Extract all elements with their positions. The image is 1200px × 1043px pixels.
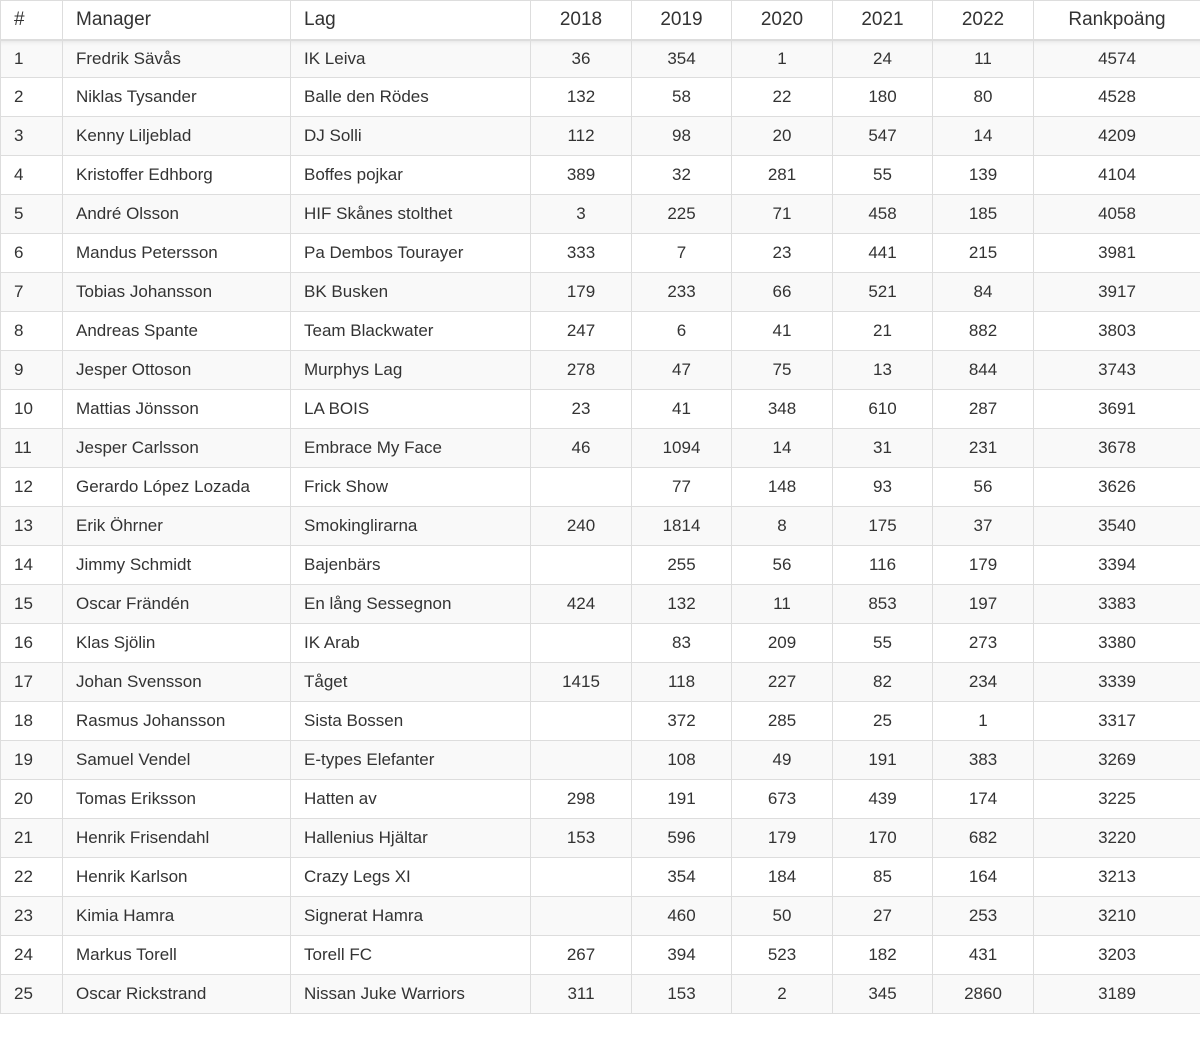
cell-2022: 14 bbox=[933, 117, 1034, 156]
cell-rank: 14 bbox=[1, 546, 63, 585]
cell-team: Tåget bbox=[291, 663, 531, 702]
cell-team: Hallenius Hjältar bbox=[291, 819, 531, 858]
cell-2018: 278 bbox=[531, 351, 632, 390]
cell-rankpoang: 3678 bbox=[1034, 429, 1200, 468]
cell-2020: 179 bbox=[732, 819, 833, 858]
cell-team: Balle den Rödes bbox=[291, 78, 531, 117]
cell-2020: 22 bbox=[732, 78, 833, 117]
cell-manager: Fredrik Sävås bbox=[63, 40, 291, 78]
col-header-2020[interactable]: 2020 bbox=[732, 1, 833, 40]
cell-2020: 71 bbox=[732, 195, 833, 234]
table-row[interactable] bbox=[1, 195, 1200, 234]
cell-manager: Mandus Petersson bbox=[63, 234, 291, 273]
cell-2019: 47 bbox=[632, 351, 732, 390]
cell-rank: 24 bbox=[1, 936, 63, 975]
cell-2020: 184 bbox=[732, 858, 833, 897]
cell-2021: 345 bbox=[833, 975, 933, 1014]
cell-2019: 225 bbox=[632, 195, 732, 234]
cell-rank: 16 bbox=[1, 624, 63, 663]
cell-2020: 148 bbox=[732, 468, 833, 507]
table-row[interactable] bbox=[1, 546, 1200, 585]
cell-rank: 20 bbox=[1, 780, 63, 819]
cell-2021: 31 bbox=[833, 429, 933, 468]
cell-2020: 227 bbox=[732, 663, 833, 702]
table-row[interactable] bbox=[1, 858, 1200, 897]
cell-rankpoang: 3225 bbox=[1034, 780, 1200, 819]
cell-team: HIF Skånes stolthet bbox=[291, 195, 531, 234]
cell-2021: 21 bbox=[833, 312, 933, 351]
cell-rank: 2 bbox=[1, 78, 63, 117]
table-row[interactable] bbox=[1, 780, 1200, 819]
cell-2020: 23 bbox=[732, 234, 833, 273]
cell-manager: Henrik Frisendahl bbox=[63, 819, 291, 858]
table-row[interactable] bbox=[1, 741, 1200, 780]
cell-2021: 55 bbox=[833, 156, 933, 195]
cell-2018 bbox=[531, 741, 632, 780]
table-row[interactable] bbox=[1, 40, 1200, 78]
table-row[interactable] bbox=[1, 273, 1200, 312]
cell-rankpoang: 3317 bbox=[1034, 702, 1200, 741]
cell-2019: 354 bbox=[632, 40, 732, 78]
cell-2022: 164 bbox=[933, 858, 1034, 897]
cell-rankpoang: 4209 bbox=[1034, 117, 1200, 156]
cell-rankpoang: 3626 bbox=[1034, 468, 1200, 507]
cell-2020: 41 bbox=[732, 312, 833, 351]
cell-2021: 191 bbox=[833, 741, 933, 780]
table-body bbox=[1, 40, 1200, 1014]
cell-2020: 2 bbox=[732, 975, 833, 1014]
cell-2021: 93 bbox=[833, 468, 933, 507]
col-header-2022[interactable]: 2022 bbox=[933, 1, 1034, 40]
cell-2021: 853 bbox=[833, 585, 933, 624]
table-row[interactable] bbox=[1, 117, 1200, 156]
table-row[interactable] bbox=[1, 468, 1200, 507]
cell-rankpoang: 3380 bbox=[1034, 624, 1200, 663]
col-header-2019[interactable]: 2019 bbox=[632, 1, 732, 40]
cell-rank: 18 bbox=[1, 702, 63, 741]
cell-manager: Jesper Carlsson bbox=[63, 429, 291, 468]
cell-2018 bbox=[531, 468, 632, 507]
cell-2021: 182 bbox=[833, 936, 933, 975]
cell-2022: 37 bbox=[933, 507, 1034, 546]
cell-manager: Jimmy Schmidt bbox=[63, 546, 291, 585]
cell-rankpoang: 3339 bbox=[1034, 663, 1200, 702]
table-row[interactable] bbox=[1, 819, 1200, 858]
cell-2019: 233 bbox=[632, 273, 732, 312]
cell-2020: 20 bbox=[732, 117, 833, 156]
cell-2019: 1814 bbox=[632, 507, 732, 546]
cell-manager: Kimia Hamra bbox=[63, 897, 291, 936]
table-row[interactable] bbox=[1, 312, 1200, 351]
cell-manager: Mattias Jönsson bbox=[63, 390, 291, 429]
cell-manager: Oscar Frändén bbox=[63, 585, 291, 624]
cell-2022: 179 bbox=[933, 546, 1034, 585]
cell-rankpoang: 3803 bbox=[1034, 312, 1200, 351]
cell-2021: 170 bbox=[833, 819, 933, 858]
cell-2019: 132 bbox=[632, 585, 732, 624]
cell-2020: 673 bbox=[732, 780, 833, 819]
cell-2020: 75 bbox=[732, 351, 833, 390]
cell-2020: 523 bbox=[732, 936, 833, 975]
cell-2021: 13 bbox=[833, 351, 933, 390]
cell-manager: Klas Sjölin bbox=[63, 624, 291, 663]
cell-rank: 5 bbox=[1, 195, 63, 234]
cell-2022: 844 bbox=[933, 351, 1034, 390]
cell-2019: 83 bbox=[632, 624, 732, 663]
cell-2021: 24 bbox=[833, 40, 933, 78]
cell-team: Team Blackwater bbox=[291, 312, 531, 351]
cell-2021: 82 bbox=[833, 663, 933, 702]
cell-team: Murphys Lag bbox=[291, 351, 531, 390]
cell-2018: 424 bbox=[531, 585, 632, 624]
cell-team: Nissan Juke Warriors bbox=[291, 975, 531, 1014]
cell-team: Torell FC bbox=[291, 936, 531, 975]
cell-2020: 56 bbox=[732, 546, 833, 585]
cell-rankpoang: 3220 bbox=[1034, 819, 1200, 858]
cell-2019: 394 bbox=[632, 936, 732, 975]
cell-team: Embrace My Face bbox=[291, 429, 531, 468]
cell-2018: 36 bbox=[531, 40, 632, 78]
cell-2018: 267 bbox=[531, 936, 632, 975]
cell-2022: 11 bbox=[933, 40, 1034, 78]
cell-2021: 547 bbox=[833, 117, 933, 156]
cell-2021: 441 bbox=[833, 234, 933, 273]
cell-rankpoang: 3383 bbox=[1034, 585, 1200, 624]
cell-manager: Rasmus Johansson bbox=[63, 702, 291, 741]
cell-2022: 1 bbox=[933, 702, 1034, 741]
cell-manager: Kenny Liljeblad bbox=[63, 117, 291, 156]
cell-2018: 298 bbox=[531, 780, 632, 819]
cell-2020: 8 bbox=[732, 507, 833, 546]
cell-2021: 439 bbox=[833, 780, 933, 819]
cell-2022: 174 bbox=[933, 780, 1034, 819]
cell-2019: 108 bbox=[632, 741, 732, 780]
cell-2019: 6 bbox=[632, 312, 732, 351]
table-row[interactable] bbox=[1, 624, 1200, 663]
cell-2020: 14 bbox=[732, 429, 833, 468]
col-header-manager[interactable]: Manager bbox=[63, 1, 291, 40]
cell-2022: 253 bbox=[933, 897, 1034, 936]
cell-team: Sista Bossen bbox=[291, 702, 531, 741]
cell-2018 bbox=[531, 702, 632, 741]
cell-2021: 175 bbox=[833, 507, 933, 546]
table-row[interactable] bbox=[1, 897, 1200, 936]
cell-manager: Oscar Rickstrand bbox=[63, 975, 291, 1014]
table-row[interactable] bbox=[1, 507, 1200, 546]
cell-2019: 58 bbox=[632, 78, 732, 117]
cell-2021: 85 bbox=[833, 858, 933, 897]
cell-2020: 50 bbox=[732, 897, 833, 936]
cell-team: BK Busken bbox=[291, 273, 531, 312]
col-header-team[interactable]: Lag bbox=[291, 1, 531, 40]
cell-2019: 191 bbox=[632, 780, 732, 819]
cell-2022: 287 bbox=[933, 390, 1034, 429]
cell-2018: 3 bbox=[531, 195, 632, 234]
cell-2020: 49 bbox=[732, 741, 833, 780]
table-row[interactable] bbox=[1, 234, 1200, 273]
cell-2018: 46 bbox=[531, 429, 632, 468]
cell-rankpoang: 4528 bbox=[1034, 78, 1200, 117]
cell-2022: 231 bbox=[933, 429, 1034, 468]
cell-rankpoang: 3743 bbox=[1034, 351, 1200, 390]
cell-2020: 285 bbox=[732, 702, 833, 741]
cell-2022: 139 bbox=[933, 156, 1034, 195]
table-row[interactable] bbox=[1, 351, 1200, 390]
table-header bbox=[1, 1, 1200, 40]
cell-team: DJ Solli bbox=[291, 117, 531, 156]
cell-rank: 12 bbox=[1, 468, 63, 507]
cell-team: E-types Elefanter bbox=[291, 741, 531, 780]
cell-2018: 247 bbox=[531, 312, 632, 351]
cell-team: Crazy Legs XI bbox=[291, 858, 531, 897]
col-header-rank[interactable]: # bbox=[1, 1, 63, 40]
cell-2022: 215 bbox=[933, 234, 1034, 273]
cell-manager: Andreas Spante bbox=[63, 312, 291, 351]
cell-2022: 56 bbox=[933, 468, 1034, 507]
cell-2020: 1 bbox=[732, 40, 833, 78]
cell-2020: 66 bbox=[732, 273, 833, 312]
cell-rank: 17 bbox=[1, 663, 63, 702]
cell-rank: 3 bbox=[1, 117, 63, 156]
cell-2018: 112 bbox=[531, 117, 632, 156]
cell-2021: 521 bbox=[833, 273, 933, 312]
cell-rank: 25 bbox=[1, 975, 63, 1014]
cell-2022: 882 bbox=[933, 312, 1034, 351]
cell-2018 bbox=[531, 546, 632, 585]
cell-rankpoang: 3981 bbox=[1034, 234, 1200, 273]
table-row[interactable] bbox=[1, 702, 1200, 741]
cell-2019: 7 bbox=[632, 234, 732, 273]
cell-2020: 281 bbox=[732, 156, 833, 195]
cell-2021: 610 bbox=[833, 390, 933, 429]
cell-2022: 383 bbox=[933, 741, 1034, 780]
cell-team: IK Leiva bbox=[291, 40, 531, 78]
cell-2020: 348 bbox=[732, 390, 833, 429]
table-row[interactable] bbox=[1, 156, 1200, 195]
cell-manager: André Olsson bbox=[63, 195, 291, 234]
cell-team: En lång Sessegnon bbox=[291, 585, 531, 624]
cell-team: Signerat Hamra bbox=[291, 897, 531, 936]
cell-team: Boffes pojkar bbox=[291, 156, 531, 195]
cell-manager: Tobias Johansson bbox=[63, 273, 291, 312]
table-row[interactable] bbox=[1, 78, 1200, 117]
cell-rankpoang: 4058 bbox=[1034, 195, 1200, 234]
cell-2020: 11 bbox=[732, 585, 833, 624]
cell-2022: 84 bbox=[933, 273, 1034, 312]
cell-2019: 77 bbox=[632, 468, 732, 507]
cell-2022: 197 bbox=[933, 585, 1034, 624]
cell-2019: 255 bbox=[632, 546, 732, 585]
cell-manager: Samuel Vendel bbox=[63, 741, 291, 780]
cell-rank: 7 bbox=[1, 273, 63, 312]
cell-2018: 132 bbox=[531, 78, 632, 117]
cell-2022: 273 bbox=[933, 624, 1034, 663]
cell-2018 bbox=[531, 897, 632, 936]
cell-2018 bbox=[531, 858, 632, 897]
col-header-rankpoang[interactable]: Rankpoäng bbox=[1034, 1, 1200, 40]
table-row[interactable] bbox=[1, 429, 1200, 468]
table-row[interactable] bbox=[1, 390, 1200, 429]
cell-manager: Gerardo López Lozada bbox=[63, 468, 291, 507]
col-header-2018[interactable]: 2018 bbox=[531, 1, 632, 40]
cell-manager: Henrik Karlson bbox=[63, 858, 291, 897]
cell-rankpoang: 4104 bbox=[1034, 156, 1200, 195]
cell-rank: 1 bbox=[1, 40, 63, 78]
cell-team: Smokinglirarna bbox=[291, 507, 531, 546]
cell-manager: Erik Öhrner bbox=[63, 507, 291, 546]
table-row[interactable] bbox=[1, 936, 1200, 975]
cell-manager: Jesper Ottoson bbox=[63, 351, 291, 390]
cell-2019: 32 bbox=[632, 156, 732, 195]
cell-rankpoang: 4574 bbox=[1034, 40, 1200, 78]
cell-2018: 1415 bbox=[531, 663, 632, 702]
cell-team: Hatten av bbox=[291, 780, 531, 819]
cell-2018: 23 bbox=[531, 390, 632, 429]
header-row bbox=[1, 1, 1200, 40]
cell-2022: 234 bbox=[933, 663, 1034, 702]
cell-rankpoang: 3203 bbox=[1034, 936, 1200, 975]
table-row[interactable] bbox=[1, 975, 1200, 1014]
cell-rank: 4 bbox=[1, 156, 63, 195]
cell-2022: 185 bbox=[933, 195, 1034, 234]
cell-rank: 21 bbox=[1, 819, 63, 858]
cell-2018: 311 bbox=[531, 975, 632, 1014]
cell-rank: 19 bbox=[1, 741, 63, 780]
cell-rank: 23 bbox=[1, 897, 63, 936]
cell-2019: 1094 bbox=[632, 429, 732, 468]
cell-rank: 8 bbox=[1, 312, 63, 351]
col-header-2021[interactable]: 2021 bbox=[833, 1, 933, 40]
cell-2021: 116 bbox=[833, 546, 933, 585]
cell-rankpoang: 3394 bbox=[1034, 546, 1200, 585]
cell-rankpoang: 3210 bbox=[1034, 897, 1200, 936]
cell-2018: 333 bbox=[531, 234, 632, 273]
cell-2018 bbox=[531, 624, 632, 663]
cell-team: LA BOIS bbox=[291, 390, 531, 429]
cell-manager: Tomas Eriksson bbox=[63, 780, 291, 819]
cell-2019: 41 bbox=[632, 390, 732, 429]
cell-manager: Johan Svensson bbox=[63, 663, 291, 702]
cell-2019: 372 bbox=[632, 702, 732, 741]
cell-rank: 22 bbox=[1, 858, 63, 897]
cell-2021: 55 bbox=[833, 624, 933, 663]
cell-rank: 10 bbox=[1, 390, 63, 429]
cell-rankpoang: 3691 bbox=[1034, 390, 1200, 429]
cell-manager: Kristoffer Edhborg bbox=[63, 156, 291, 195]
cell-2022: 682 bbox=[933, 819, 1034, 858]
cell-rankpoang: 3189 bbox=[1034, 975, 1200, 1014]
cell-rankpoang: 3540 bbox=[1034, 507, 1200, 546]
cell-2018: 179 bbox=[531, 273, 632, 312]
cell-manager: Markus Torell bbox=[63, 936, 291, 975]
cell-2021: 458 bbox=[833, 195, 933, 234]
cell-2021: 25 bbox=[833, 702, 933, 741]
cell-team: Frick Show bbox=[291, 468, 531, 507]
cell-rank: 11 bbox=[1, 429, 63, 468]
cell-2020: 209 bbox=[732, 624, 833, 663]
cell-2022: 431 bbox=[933, 936, 1034, 975]
cell-2019: 153 bbox=[632, 975, 732, 1014]
cell-team: Bajenbärs bbox=[291, 546, 531, 585]
cell-2022: 80 bbox=[933, 78, 1034, 117]
cell-2019: 118 bbox=[632, 663, 732, 702]
cell-2018: 389 bbox=[531, 156, 632, 195]
cell-2018: 240 bbox=[531, 507, 632, 546]
cell-2022: 2860 bbox=[933, 975, 1034, 1014]
cell-2021: 180 bbox=[833, 78, 933, 117]
cell-2018: 153 bbox=[531, 819, 632, 858]
cell-2021: 27 bbox=[833, 897, 933, 936]
cell-rank: 15 bbox=[1, 585, 63, 624]
cell-2019: 596 bbox=[632, 819, 732, 858]
cell-rank: 13 bbox=[1, 507, 63, 546]
cell-rankpoang: 3917 bbox=[1034, 273, 1200, 312]
cell-rank: 9 bbox=[1, 351, 63, 390]
cell-rank: 6 bbox=[1, 234, 63, 273]
cell-manager: Niklas Tysander bbox=[63, 78, 291, 117]
cell-team: IK Arab bbox=[291, 624, 531, 663]
table-row[interactable] bbox=[1, 585, 1200, 624]
cell-2019: 460 bbox=[632, 897, 732, 936]
cell-2019: 98 bbox=[632, 117, 732, 156]
cell-rankpoang: 3213 bbox=[1034, 858, 1200, 897]
cell-team: Pa Dembos Tourayer bbox=[291, 234, 531, 273]
cell-2019: 354 bbox=[632, 858, 732, 897]
table-row[interactable] bbox=[1, 663, 1200, 702]
cell-rankpoang: 3269 bbox=[1034, 741, 1200, 780]
